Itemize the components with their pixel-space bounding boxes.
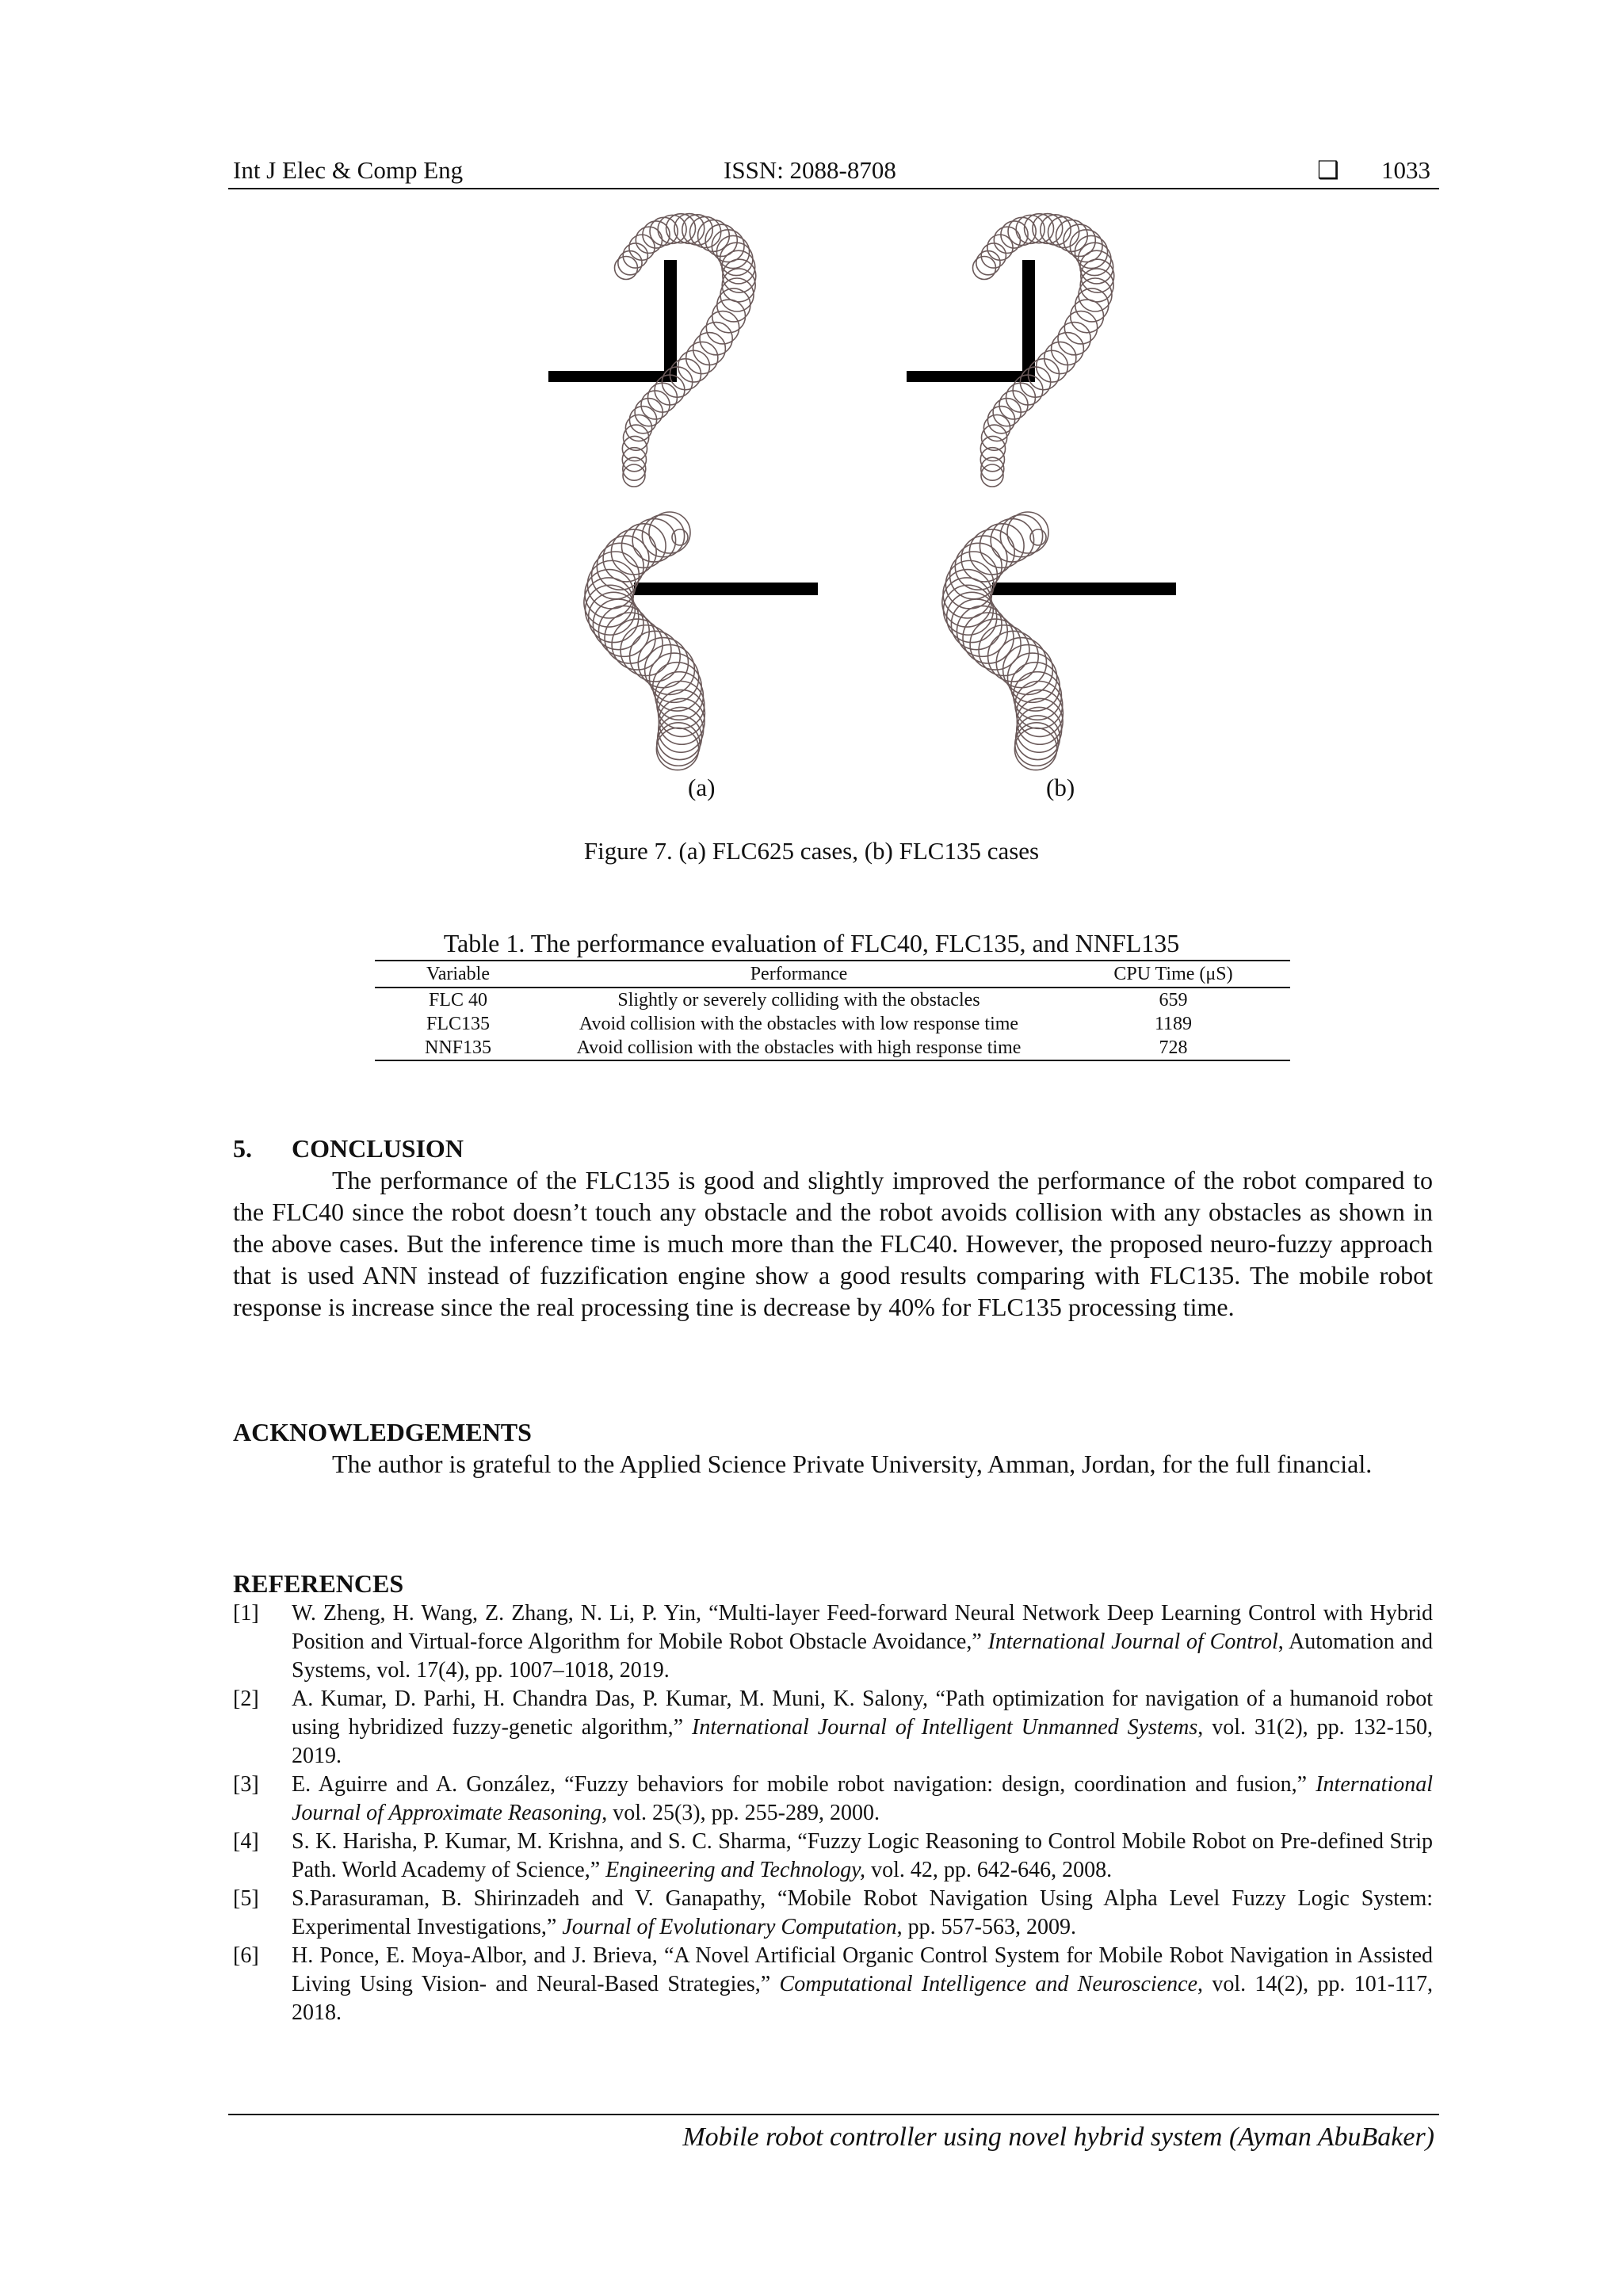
page-number: 1033 (1381, 156, 1430, 184)
obstacle-bar (992, 583, 1176, 595)
issn: ISSN: 2088-8708 (724, 156, 896, 184)
obstacle-bar (634, 583, 818, 595)
reference-number: [3] (233, 1772, 259, 1797)
reference-item: [4] S. K. Harisha, P. Kumar, M. Krishna, and S. C. Sharma, “Fuzzy Logic Reasoning to Control Mobile Robot on Pre-defined Strip Path. World Academy of Science,” Engineering and Technology, vol. 42, pp. 642-646, 2008. (233, 1829, 1433, 1882)
reference-item: [6] H. Ponce, E. Moya-Albor, and J. Brieva, “A Novel Artificial Organic Control System for Mobile Robot Navigation in Assisted Living Using Vision- and Neural-Based Strategies,” Computational Intelligence and Neuroscience, vol. 14(2), pp. 101-117, 2018. (233, 1943, 1434, 2025)
acknowledgements-paragraph (233, 1448, 1433, 1480)
header-cpu-time: CPU Time (μS) (1113, 964, 1233, 984)
robot-position-circle (629, 407, 656, 434)
robot-position-circle (1081, 259, 1114, 292)
panel-b-drawing (907, 214, 1176, 770)
robot-position-circle (1020, 367, 1050, 397)
cell-performance: Slightly or severely colliding with the obstacles (617, 990, 980, 1010)
robot-position-circle (649, 653, 698, 702)
robot-position-circle (994, 227, 1020, 253)
robot-position-circle (623, 425, 648, 450)
figure-label-b: (b) (1046, 774, 1075, 801)
conclusion-text: The performance of the FLC135 is good and slightly improved the performance of the robot compared to the FLC40 since the robot doesn’t touch any obstacle and the robot avoids collision with any obstacles as shown in the above cases. But the inference time is much more than the FLC40. However, the proposed neuro-fuzzy approach that is used ANN instead of fuzzification engine show a good results comparing with FLC135. The mobile robot response is increase since the real processing tine is decrease by 40% for FLC135 processing time. (233, 1166, 1433, 1321)
conclusion-heading (233, 1133, 464, 1164)
footer-rule (228, 2114, 1439, 2115)
cell-cpu-time: 728 (1159, 1037, 1188, 1058)
robot-position-circle (622, 448, 646, 472)
robot-position-circle (1001, 221, 1028, 248)
obstacle-vertical (1022, 260, 1035, 379)
robot-position-circle (636, 227, 662, 253)
journal-name: Int J Elec & Comp Eng (233, 156, 464, 184)
reference-item: [3] E. Aguirre and A. González, “Fuzzy behaviors for mobile robot navigation: design, coordination and fusion,” International Journal of Approximate Reasoning, vol. 25(3), pp. 255-289, 2000. (233, 1772, 1433, 1825)
table-caption: Table 1. The performance evaluation of FLC40, FLC135, and NNFL135 (443, 929, 1180, 957)
section-title: CONCLUSION (292, 1134, 464, 1163)
conclusion-paragraph (233, 1164, 1433, 1323)
robot-position-circle (717, 288, 750, 322)
robot-position-circle (1007, 653, 1056, 702)
acknowledgements-text: The author is grateful to the Applied Science Private University, Amman, Jordan, for the full financial. (332, 1450, 1373, 1478)
panel-a-drawing (548, 214, 818, 770)
table-row (375, 1012, 1290, 1036)
cell-variable: FLC 40 (428, 990, 487, 1010)
robot-position-circle (976, 251, 1000, 275)
robot-position-circle (981, 243, 1006, 268)
box-icon: ❑ (1317, 156, 1339, 184)
reference-list (233, 1599, 1433, 2027)
figure-label-a: (a) (688, 774, 716, 801)
reference-number: [4] (233, 1829, 259, 1854)
cell-variable: FLC135 (426, 1014, 490, 1034)
reference-number: [5] (233, 1886, 259, 1911)
cell-cpu-time: 1189 (1154, 1014, 1193, 1034)
performance-table (375, 960, 1290, 1061)
robot-position-circle (623, 243, 647, 268)
reference-number: [2] (233, 1687, 259, 1711)
reference-item: [5] S.Parasuraman, B. Shirinzadeh and V. Ganapathy, “Mobile Robot Navigation Using Alpha Level Fuzzy Logic System: Experimental Investigations,” Journal of Evolutionary Computation, pp. 557-563, 2009. (233, 1886, 1433, 1939)
header-performance: Performance (750, 964, 848, 984)
acknowledgements-heading: ACKNOWLEDGEMENTS (233, 1418, 532, 1446)
references-heading: REFERENCES (233, 1569, 404, 1598)
target-circle (672, 529, 688, 545)
header-variable: Variable (426, 964, 490, 984)
table-row (375, 1036, 1290, 1060)
table-header-row (375, 961, 1290, 988)
reference-number: [1] (233, 1601, 259, 1626)
cell-performance: Avoid collision with the obstacles with low response time (579, 1014, 1019, 1034)
cell-performance: Avoid collision with the obstacles with high response time (576, 1037, 1022, 1058)
obstacle-vertical (664, 260, 677, 379)
reference-item: [1] W. Zheng, H. Wang, Z. Zhang, N. Li, P. Yin, “Multi-layer Feed-forward Neural Network Deep Learning Control with Hybrid Position and Virtual-force Algorithm for Mobile Robot Obstacle Avoidance,” International Journal of Control, Automation and Systems, vol. 17(4), pp. 1007–1018, 2019. (233, 1601, 1433, 1683)
cell-cpu-time: 659 (1159, 990, 1188, 1010)
figure-7-trajectories (0, 0, 1623, 793)
robot-position-circle (662, 367, 692, 397)
cell-variable: NNF135 (424, 1037, 491, 1058)
reference-item: [2] A. Kumar, D. Parhi, H. Chandra Das, P. Kumar, M. Muni, K. Salony, “Path optimization for navigation of a humanoid robot using hybridized fuzzy-genetic algorithm,” International Journal of Intelligent Unmanned Systems, vol. 31(2), pp. 132-150, 2019. (233, 1687, 1433, 1768)
table-row (375, 988, 1290, 1012)
robot-position-circle (980, 448, 1004, 472)
reference-number: [6] (233, 1943, 259, 1968)
robot-position-circle (1075, 288, 1109, 322)
figure-caption: Figure 7. (a) FLC625 cases, (b) FLC135 cases (583, 837, 1040, 865)
robot-position-circle (1070, 230, 1102, 262)
robot-position-circle (618, 251, 642, 275)
robot-position-circle (643, 221, 670, 248)
robot-position-circle (981, 425, 1006, 450)
footer-text: Mobile robot controller using novel hybrid system (Ayman AbuBaker) (682, 2122, 1434, 2152)
robot-position-circle (987, 407, 1014, 434)
robot-position-circle (712, 230, 744, 262)
robot-position-circle (723, 259, 756, 292)
target-circle (1030, 529, 1046, 545)
section-number: 5. (233, 1134, 252, 1163)
